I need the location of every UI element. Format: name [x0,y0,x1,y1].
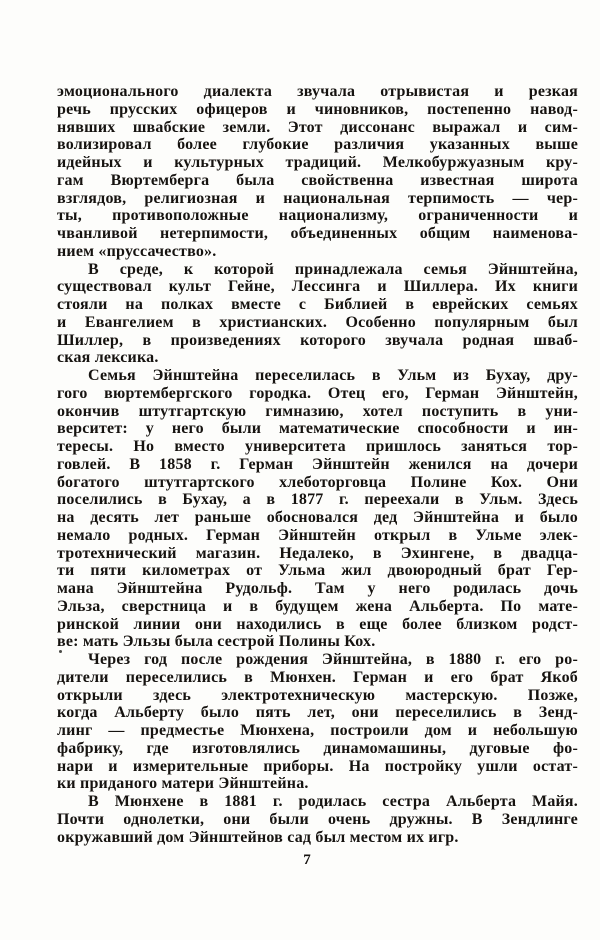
text-line: ве: мать Эльзы была сестрой Полины Кох. [57,633,376,651]
text-line: окружавший дом Эйнштейнов сад был местом их игр. [57,828,459,846]
text-line: нявших швабские земли. Этот диссонанс выражал и сим- [57,118,578,136]
text-line: ринской линии они находились в еще более близком родст- [57,615,578,633]
text-line: и Евангелием в христианских. Особенно популярным был [57,313,578,331]
text-line: В среде, к которой принадлежала семья Эйнштейна, [88,260,578,278]
text-line: немало родных. Герман Эйнштейн открыл в Ульме элек- [57,526,578,544]
text-line: эмоционального диалекта звучала отрывистая и резкая [57,83,578,100]
text-line: гам Вюртемберга была свойственна известная широта [57,171,578,189]
text-line: волизировал более глубокие различия указанных выше [57,136,578,154]
text-line: взглядов, религиозная и национальная терпимость — чер- [57,189,578,207]
text-line: существовал культ Гейне, Лессинга и Шиллера. Их книги [57,278,578,296]
text-line: гого вюртембергского городка. Отец его, Герман Эйнштейн, [57,384,578,402]
text-line: стояли на полках вместе с Библией в еврейских семьях [57,296,578,313]
text-line: речь прусских офицеров и чиновников, постепенно навод- [57,100,578,118]
page-footer [57,851,557,869]
text-line: верситет: у него были математические способности и ин- [57,420,578,438]
text-line: Через год после рождения Эйнштейна, в 1880 г. его ро- [88,651,578,668]
text-line: Шиллер, в произведениях которого звучала родная шваб- [57,331,578,349]
scan-speck [59,650,62,653]
text-line: богатого штутгартского хлеботорговца Полине Кох. Они [57,473,578,491]
text-line: чванливой нетерпимости, объединенных общим наименова- [57,225,578,242]
text-line: ти пяти километрах от Ульма жил двоюродный брат Гер- [57,562,578,580]
page-number: 7 [303,852,311,868]
text-line: идейных и культурных традиций. Мелкобуржуазным кру- [57,154,578,171]
text-line: линг — предместье Мюнхена, построили дом и небольшую [57,722,578,739]
text-line: В Мюнхене в 1881 г. родилась сестра Альберта Майя. [88,793,578,810]
text-line: открыли здесь электротехническую мастерскую. Позже, [57,686,578,704]
text-line: нием «пруссачество». [57,242,217,260]
text-line: ты, противоположные национализму, ограниченности и [57,207,578,225]
text-line: ская лексика. [57,349,159,367]
text-line: окончив штутгартскую гимназию, хотел поступить в уни- [57,402,578,420]
text-line: нари и измерительные приборы. На постройку ушли остат- [57,757,578,775]
text-line: тересы. Но вместо университета пришлось заняться тор- [57,438,578,455]
text-line: ки приданого матери Эйнштейна. [57,775,309,793]
text-line: Эльза, сверстница и в будущем жена Альберта. По мате- [57,597,578,615]
text-line: Почти однолетки, они были очень дружны. В Зендлинге [57,810,578,828]
text-line: говлей. В 1858 г. Герман Эйнштейн женился на дочери [57,455,578,473]
text-line: на десять лет раньше обосновался дед Эйнштейна и было [57,509,578,526]
text-line: дители переселились в Мюнхен. Герман и его брат Якоб [57,668,578,686]
text-line: тротехнический магазин. Недалеко, в Эхингене, в двадца- [57,544,578,562]
text-line: поселились в Бухау, а в 1877 г. переехали в Ульм. Здесь [57,491,578,509]
text-line: когда Альберту было пять лет, они переселились в Зенд- [57,704,578,722]
text-line: фабрику, где изготовлялись динамомашины, дуговые фо- [57,739,578,757]
page-text [57,83,578,846]
text-line: Семья Эйнштейна переселилась в Ульм из Бухау, дру- [88,367,578,384]
text-line: мана Эйнштейна Рудольф. Там у него родилась дочь [57,580,578,597]
